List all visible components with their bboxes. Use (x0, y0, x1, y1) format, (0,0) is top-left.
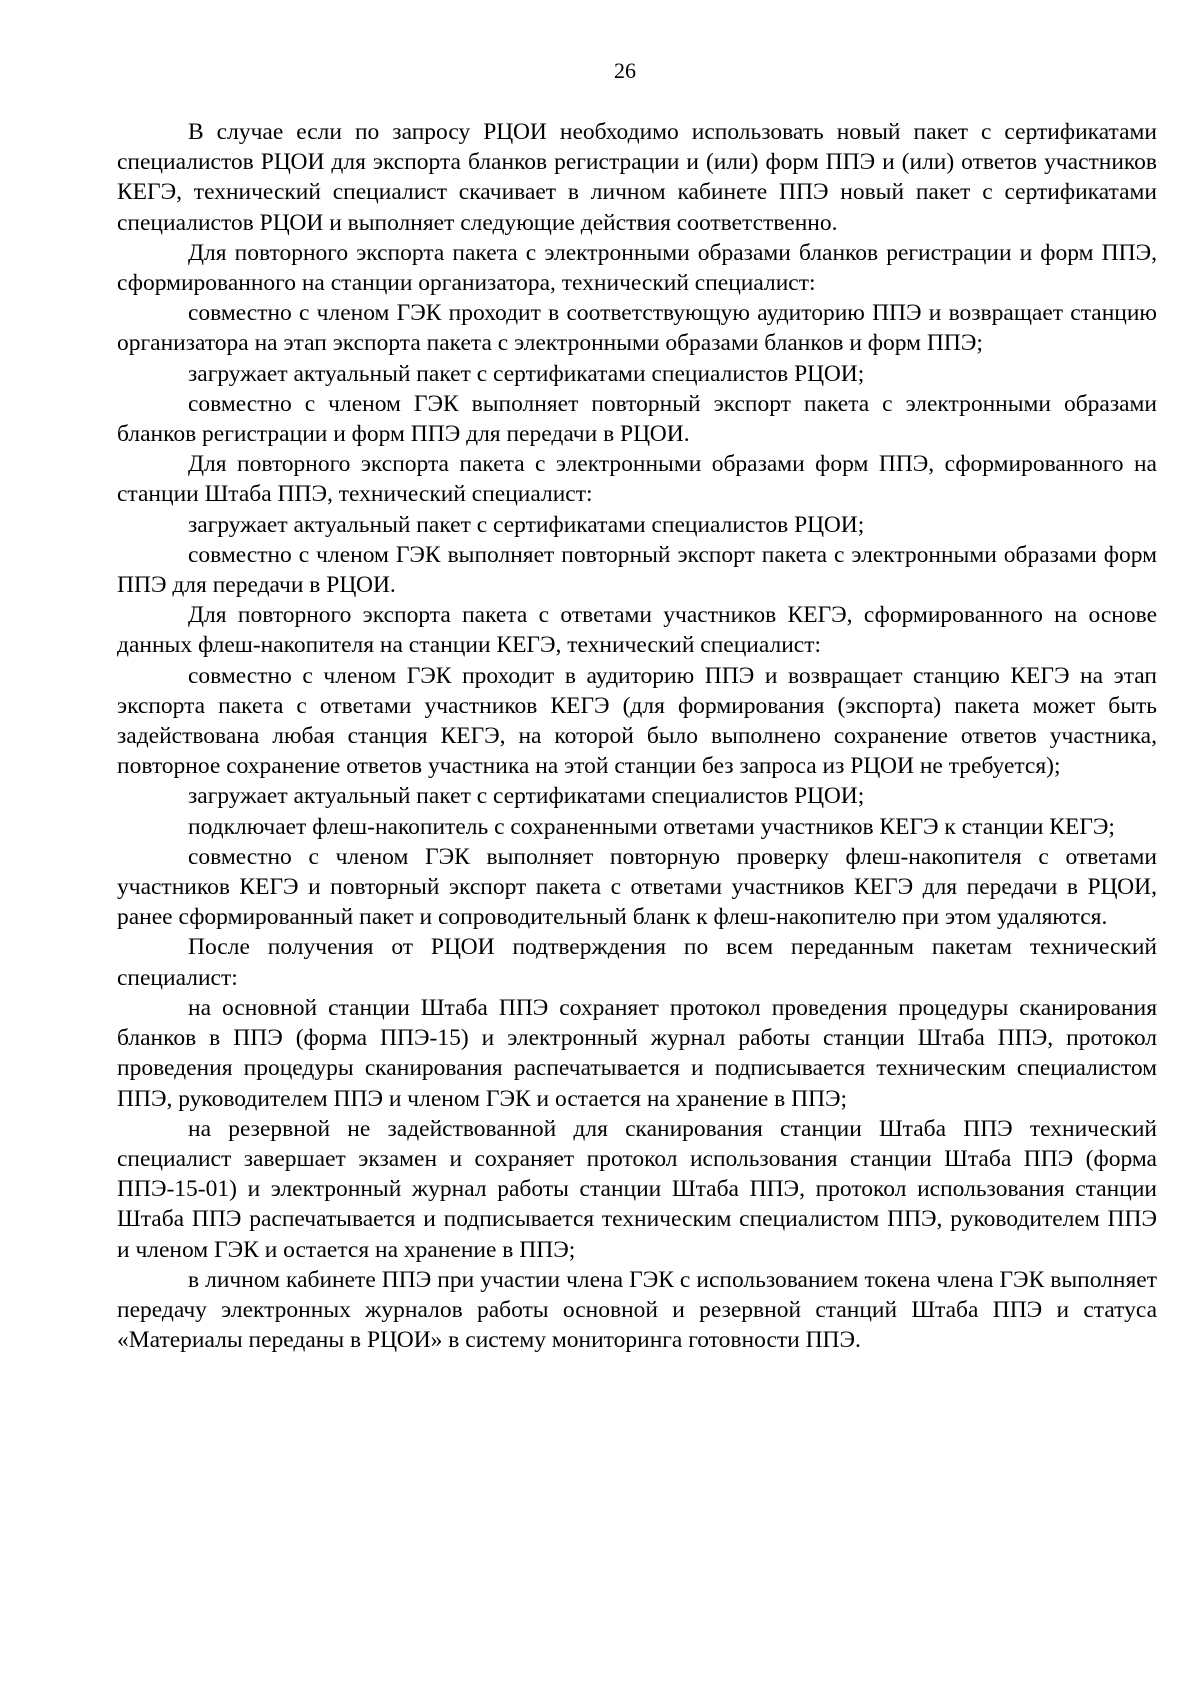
list-item: совместно с членом ГЭК выполняет повторный экспорт пакета с электронными образами форм ППЭ для передачи в РЦОИ. (117, 541, 1157, 599)
list-item: на основной станции Штаба ППЭ сохраняет протокол проведения процедуры сканирования бланков в ППЭ (форма ППЭ-15) и электронный журнал работы станции Штаба ППЭ, протокол проведения процедуры сканирования распечатывается и подписывается техническим специалистом ППЭ, руководителем ППЭ и членом ГЭК и остается на хранение в ППЭ; (117, 994, 1157, 1112)
list-item: совместно с членом ГЭК выполняет повторный экспорт пакета с электронными образами бланков регистрации и форм ППЭ для передачи в РЦОИ. (117, 390, 1157, 448)
document-body (117, 117, 1157, 1355)
list-item: совместно с членом ГЭК проходит в аудиторию ППЭ и возвращает станцию КЕГЭ на этап экспорта пакета с ответами участников КЕГЭ (для формирования (экспорта) пакета может быть задействована любая станция КЕГЭ, на которой было выполнено сохранение ответов участника, повторное сохранение ответов участника на этой станции без запроса из РЦОИ не требуется); (117, 662, 1157, 780)
list-item: загружает актуальный пакет с сертификатами специалистов РЦОИ; (188, 783, 865, 810)
list-item: загружает актуальный пакет с сертификатами специалистов РЦОИ; (188, 511, 865, 538)
paragraph-reexport-organizer-station: Для повторного экспорта пакета с электронными образами бланков регистрации и форм ППЭ, сформированного на станции организатора, технический специалист: (117, 239, 1157, 297)
list-item: совместно с членом ГЭК проходит в соответствующую аудиторию ППЭ и возвращает станцию организатора на этап экспорта пакета с электронными образами бланков и форм ППЭ; (117, 300, 1157, 357)
list-item: подключает флеш-накопитель с сохраненными ответами участников КЕГЭ к станции КЕГЭ; (188, 813, 1115, 840)
paragraph-new-certificates: В случае если по запросу РЦОИ необходимо использовать новый пакет с сертификатами специалистов РЦОИ для экспорта бланков регистрации и (или) форм ППЭ и (или) ответов участников КЕГЭ, технический специалист скачивает в личном кабинете ППЭ новый пакет с сертификатами специалистов РЦОИ и выполняет следующие действия соответственно. (117, 119, 1157, 236)
list-item: на резервной не задействованной для сканирования станции Штаба ППЭ технический специалист завершает экзамен и сохраняет протокол использования станции Штаба ППЭ (форма ППЭ-15-01) и электронный журнал работы станции Штаба ППЭ, протокол использования станции Штаба ППЭ распечатывается и подписывается техническим специалистом ППЭ, руководителем ППЭ и членом ГЭК и остается на хранение в ППЭ; (117, 1115, 1157, 1263)
list-item: загружает актуальный пакет с сертификатами специалистов РЦОИ; (188, 360, 865, 387)
page-number: 26 (614, 58, 636, 83)
paragraph-after-confirmation: После получения от РЦОИ подтверждения по всем переданным пакетам технический специалист: (117, 934, 1157, 991)
paragraph-reexport-headquarters-station: Для повторного экспорта пакета с электронными образами форм ППЭ, сформированного на станции Штаба ППЭ, технический специалист: (117, 451, 1157, 508)
list-item: совместно с членом ГЭК выполняет повторную проверку флеш-накопителя с ответами участников КЕГЭ и повторный экспорт пакета с ответами участников КЕГЭ для передачи в РЦОИ, ранее сформированный пакет и сопроводительный бланк к флеш-накопителю при этом удаляются. (117, 843, 1157, 931)
list-item: в личном кабинете ППЭ при участии члена ГЭК с использованием токена члена ГЭК выполняет передачу электронных журналов работы основной и резервной станций Штаба ППЭ и статуса «Материалы переданы в РЦОИ» в систему мониторинга готовности ППЭ. (117, 1266, 1157, 1354)
paragraph-reexport-kege-station: Для повторного экспорта пакета с ответами участников КЕГЭ, сформированного на основе данных флеш-накопителя на станции КЕГЭ, технический специалист: (117, 602, 1157, 659)
